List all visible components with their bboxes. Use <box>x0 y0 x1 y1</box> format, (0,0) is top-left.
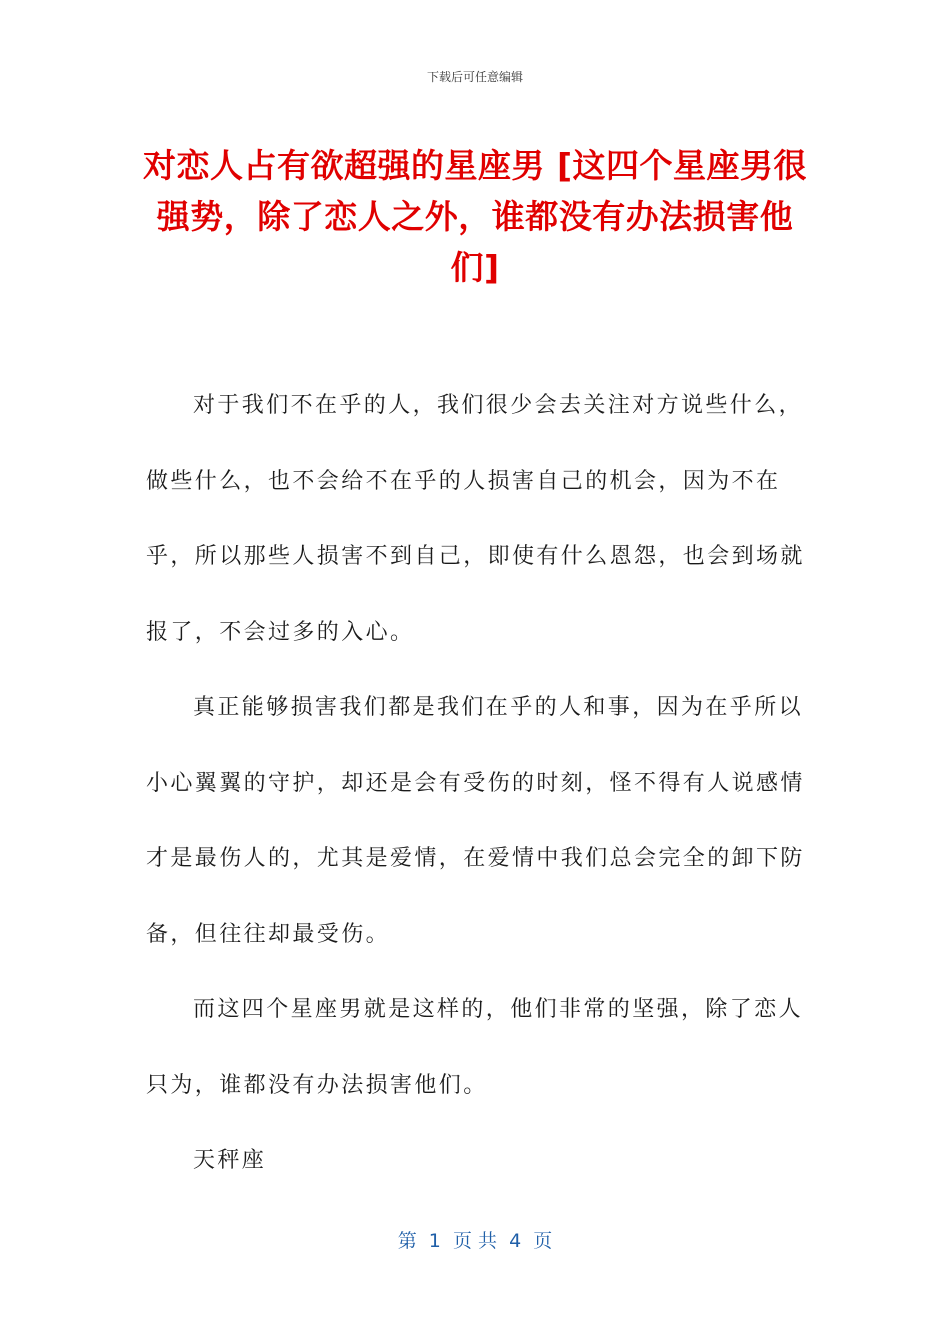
header-note: 下载后可任意编辑 <box>426 70 523 84</box>
paragraph: 对于我们不在乎的人，我们很少会去关注对方说些什么，做些什么，也不会给不在乎的人损害自己的机会，因为不在乎，所以那些人损害不到自己，即使有什么恩怨，也会到场就报了，不会过多的入心。 <box>146 393 805 645</box>
page-number-footer: 第 1 页 共 4 页 <box>397 1230 553 1252</box>
paragraph: 真正能够损害我们都是我们在乎的人和事，因为在乎所以小心翼翼的守护，却还是会有受伤的时刻，怪不得有人说感情才是最伤人的，尤其是爱情，在爱情中我们总会完全的卸下防备，但往往却最受伤。 <box>146 695 805 947</box>
paragraph: 而这四个星座男就是这样的，他们非常的坚强，除了恋人只为，谁都没有办法损害他们。 <box>146 997 804 1098</box>
document-title: 对恋人占有欲超强的星座男 [这四个星座男很强势，除了恋人之外，谁都没有办法损害他们] <box>142 146 808 287</box>
section-heading: 天秤座 <box>193 1148 267 1173</box>
document-body <box>146 368 810 1199</box>
